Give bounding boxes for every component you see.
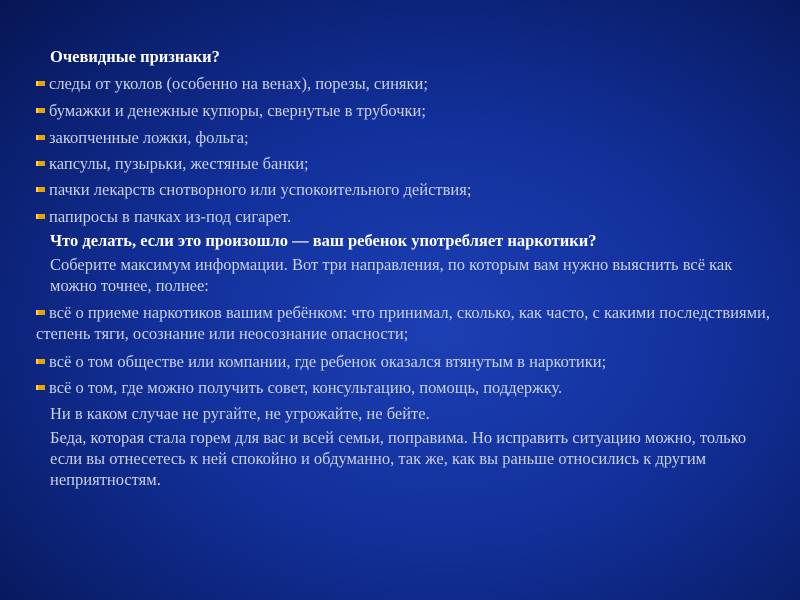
sign-text: следы от уколов (особенно на венах), порезы, синяки;: [49, 74, 428, 93]
sign-text: папиросы в пачках из-под сигарет.: [49, 207, 292, 226]
heading-obvious-signs: Очевидные признаки?: [50, 47, 220, 66]
warning-text: Ни в каком случае не ругайте, не угрожайте, не бейте.: [50, 404, 430, 423]
sign-item: [36, 73, 428, 94]
sign-text: закопченные ложки, фольга;: [49, 128, 249, 147]
sign-item: [36, 179, 471, 200]
bullet-icon: [36, 81, 45, 86]
closing-text: Беда, которая стала горем для вас и всей семьи, поправима. Но исправить ситуацию можно, только если вы отнесетесь к ней спокойно и обдуманно, так же, как вы раньше относились к другим неприятностям.: [50, 428, 747, 489]
sign-item: [36, 100, 426, 121]
direction-item: [36, 351, 606, 372]
direction-item: [36, 377, 562, 398]
bullet-icon: [36, 161, 45, 166]
bullet-icon: [36, 108, 45, 113]
sign-item: [36, 153, 309, 174]
direction-text: всё о том обществе или компании, где ребенок оказался втянутым в наркотики;: [49, 352, 607, 371]
bullet-icon: [36, 214, 45, 219]
sign-text: бумажки и денежные купюры, свернутые в трубочки;: [49, 101, 426, 120]
advice-intro: Соберите максимум информации. Вот три направления, по которым вам нужно выяснить всё как можно точнее, полнее:: [50, 255, 733, 295]
sign-text: капсулы, пузырьки, жестяные банки;: [49, 154, 309, 173]
direction-text: всё о том, где можно получить совет, консультацию, помощь, поддержку.: [49, 378, 563, 397]
direction-text: всё о приеме наркотиков вашим ребёнком: что принимал, сколько, как часто, с какими последствиями, степень тяги, осознание или неосознание опасности;: [36, 303, 770, 343]
direction-item: [36, 302, 780, 344]
bullet-icon: [36, 385, 45, 390]
bullet-icon: [36, 187, 45, 192]
bullet-icon: [36, 359, 45, 364]
sign-item: [36, 127, 249, 148]
question-heading: Что делать, если это произошло — ваш ребенок употребляет наркотики?: [50, 231, 597, 250]
sign-text: пачки лекарств снотворного или успокоительного действия;: [49, 180, 472, 199]
bullet-icon: [36, 310, 45, 315]
sign-item: [36, 206, 291, 227]
bullet-icon: [36, 135, 45, 140]
